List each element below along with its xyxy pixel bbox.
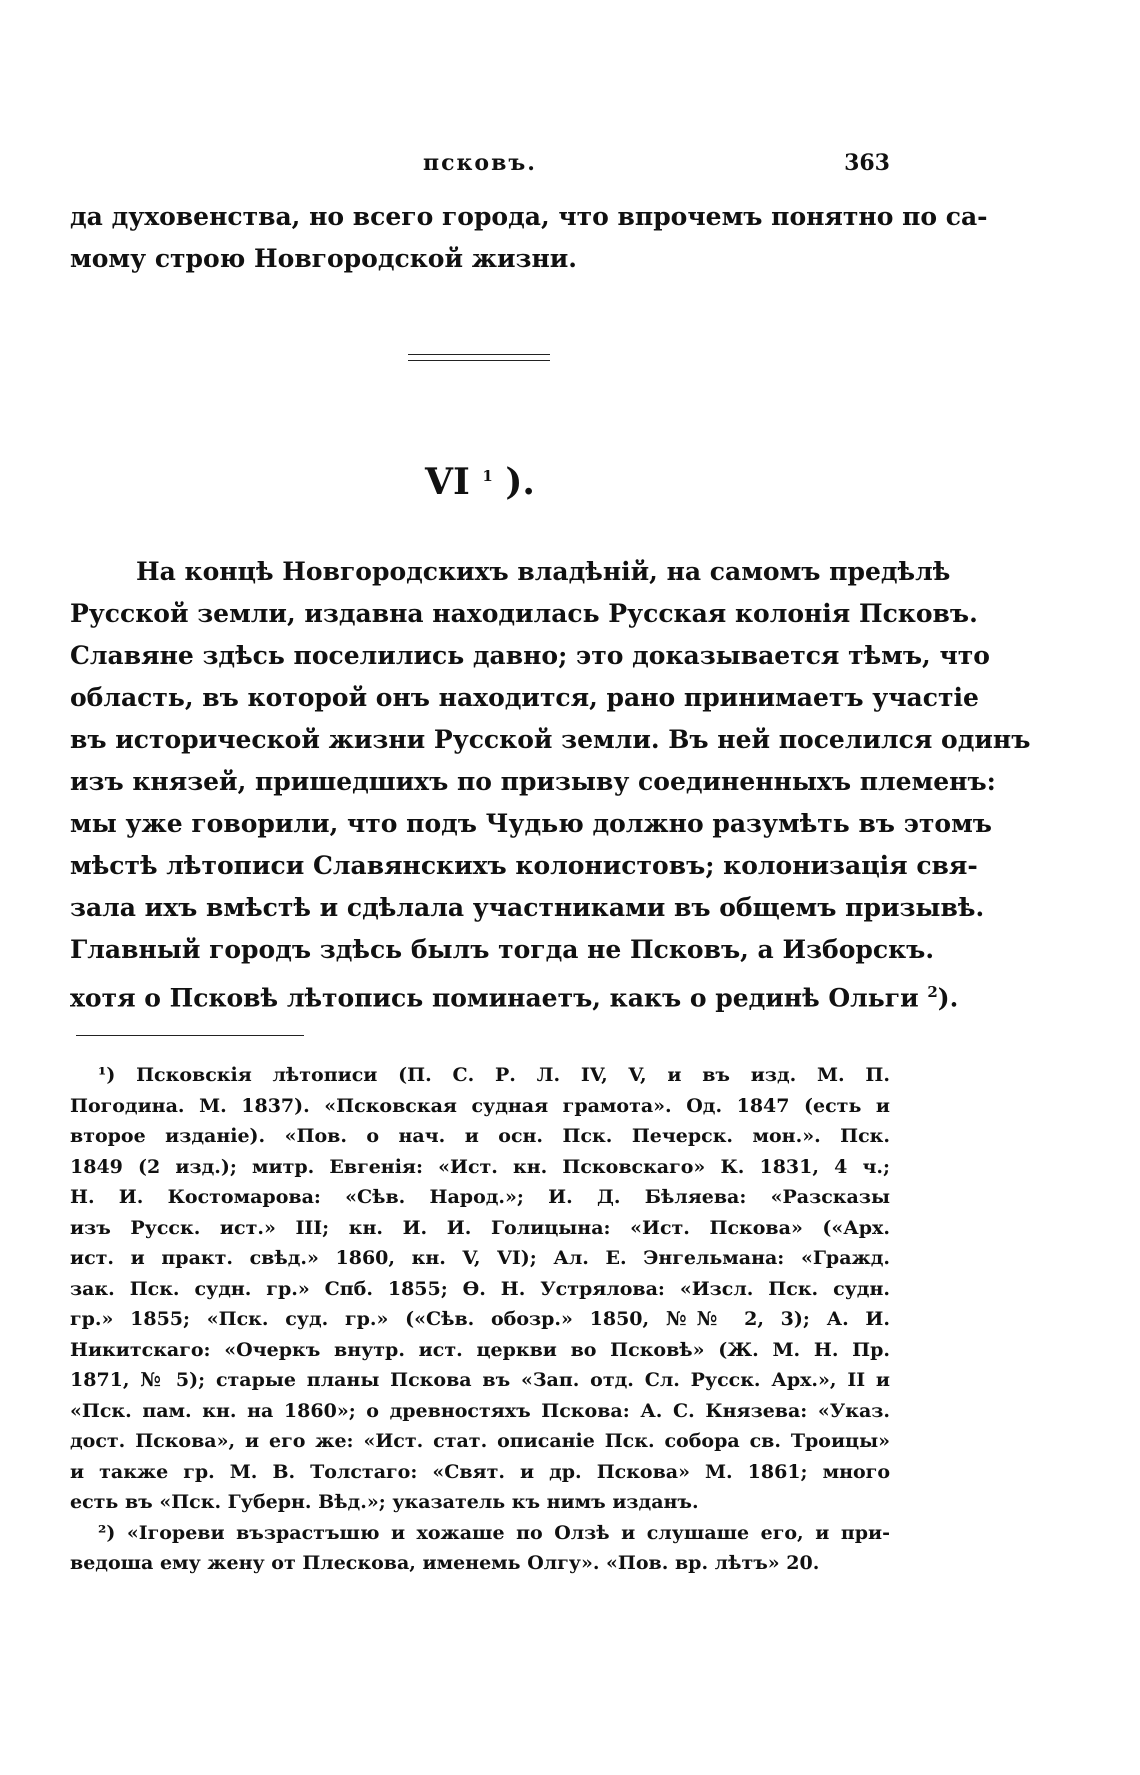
text-line: Русской земли, издавна находилась Русская колонія Псковъ. <box>70 599 978 628</box>
continued-paragraph <box>70 196 988 280</box>
chapter-note-mark: 1 <box>482 467 493 485</box>
text-line: мѣстѣ лѣтописи Славянскихъ колонистовъ; колонизація свя- <box>70 851 978 880</box>
text-line: мому строю Новгородской жизни. <box>70 244 577 273</box>
text-line: хотя о Псковѣ лѣтопись поминаетъ, какъ о рединѣ Ольги <box>70 983 919 1013</box>
running-title: псковъ. <box>423 150 537 176</box>
main-paragraph <box>70 551 1031 1019</box>
chapter-suffix: ). <box>505 461 535 503</box>
book-page <box>70 0 1031 1775</box>
chapter-heading <box>70 461 890 503</box>
footnote-line: «Пск. пам. кн. на 1860»; о древностяхъ Пскова: А. С. Князева: «Указ. <box>70 1399 890 1422</box>
text-line-final <box>70 971 959 1019</box>
text-line: да духовенства, но всего города, что впрочемъ понятно по са- <box>70 202 988 231</box>
footnote-line: ист. и практ. свѣд.» 1860, кн. V, VI); Ал. Е. Энгельмана: «Гражд. <box>70 1247 890 1269</box>
footnote-line: дост. Пскова», и его же: «Ист. стат. описаніе Пск. собора св. Троицы» <box>70 1430 890 1452</box>
footnote-line: второе изданіе). «Пов. о нач. и осн. Пск. Печерск. мон.». Пск. <box>70 1125 890 1147</box>
text-line: въ исторической жизни Русской земли. Въ ней поселился одинъ <box>70 725 1031 754</box>
text-line: Главный городъ здѣсь былъ тогда не Псковъ, а Изборскъ. <box>70 935 935 964</box>
running-head <box>70 150 890 180</box>
footnote-rule <box>76 1035 304 1036</box>
footnote-line: Н. И. Костомарова: «Сѣв. Народ.»; И. Д. Бѣляева: «Разсказы <box>70 1186 890 1208</box>
text-line: зала ихъ вмѣстѣ и сдѣлала участниками въ общемъ призывѣ. <box>70 893 985 922</box>
page-number: 363 <box>844 150 890 176</box>
footnotes <box>70 1060 890 1579</box>
footnote-line: гр.» 1855; «Пск. суд. гр.» («Сѣв. обозр.» 1850, №№ 2, 3); А. И. <box>70 1308 890 1330</box>
footnote-line: и также гр. М. В. Толстаго: «Свят. и др. Пскова» М. 1861; много <box>70 1460 890 1483</box>
text-line: изъ князей, пришедшихъ по призыву соединенныхъ племенъ: <box>70 767 996 796</box>
footnote-line: 1849 (2 изд.); митр. Евгенія: «Ист. кн. Псковскаго» К. 1831, 4 ч.; <box>70 1155 890 1178</box>
paragraph-note-mark: 2 <box>927 983 938 1001</box>
text-line: На концѣ Новгородскихъ владѣній, на самомъ предѣлѣ <box>136 557 951 586</box>
paragraph-end: ). <box>937 983 959 1013</box>
chapter-number: VI <box>425 461 470 503</box>
footnote-line: ²) «Ігореви възрастъшю и хожаше по Олзѣ и слушаше его, и при- <box>98 1521 890 1544</box>
footnote-line: зак. Пск. судн. гр.» Спб. 1855; Ѳ. Н. Устрялова: «Изсл. Пск. судн. <box>70 1277 890 1300</box>
text-line: Славяне здѣсь поселились давно; это доказывается тѣмъ, что <box>70 641 990 670</box>
footnote-line: ведоша ему жену от Плескова, именемь Олгу». «Пов. вр. лѣтъ» 20. <box>70 1552 820 1574</box>
footnote-line: Никитскаго: «Очеркъ внутр. ист. церкви во Псковѣ» (Ж. М. Н. Пр. <box>70 1338 890 1361</box>
footnote-line: есть въ «Пск. Губерн. Вѣд.»; указатель къ нимъ изданъ. <box>70 1491 699 1513</box>
footnote-line: Погодина. М. 1837). «Псковская судная грамота». Од. 1847 (есть и <box>70 1094 890 1117</box>
text-line: мы уже говорили, что подъ Чудью должно разумѣть въ этомъ <box>70 809 992 838</box>
footnote-line: 1871, № 5); старые планы Пскова въ «Зап. отд. Сл. Русск. Арх.», II и <box>70 1369 890 1391</box>
footnote-line: изъ Русск. ист.» III; кн. И. И. Голицына: «Ист. Пскова» («Арх. <box>70 1216 890 1239</box>
footnote-line: ¹) Псковскія лѣтописи (П. С. Р. Л. IV, V, и въ изд. М. П. <box>98 1064 890 1086</box>
double-rule-bottom <box>408 360 550 361</box>
double-rule-top <box>408 354 550 355</box>
text-line: область, въ которой онъ находится, рано принимаетъ участіе <box>70 683 979 712</box>
